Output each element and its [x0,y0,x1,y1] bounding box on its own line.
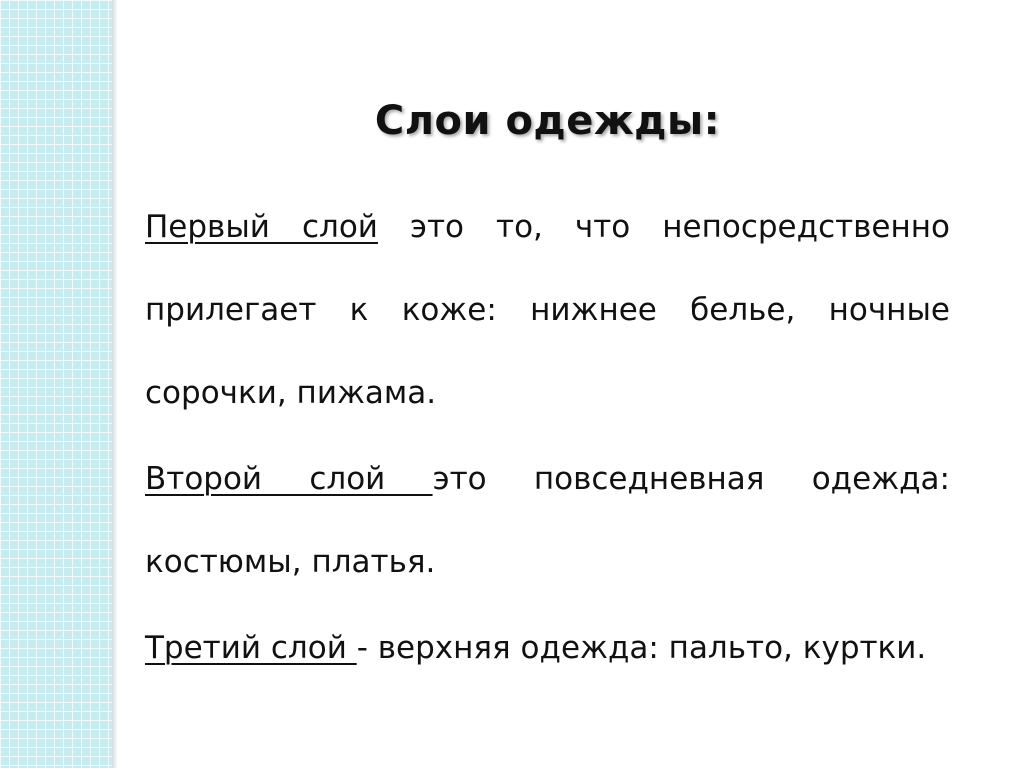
slide-title: Слои одежды: [374,98,721,144]
term-first-layer: Первый слой [145,209,378,245]
paragraph-third-layer [145,607,950,690]
paragraph-first-layer [145,186,950,435]
text-third-layer: - верхняя одежда: пальто, куртки. [356,630,927,666]
term-third-layer: Третий слой [145,630,357,666]
paragraph-second-layer [145,438,950,604]
term-second-layer: Второй слой [145,461,433,497]
strip-shadow [112,0,118,768]
text-second-layer: это повседневная одежда: костюмы, платья. [145,461,950,580]
decorative-grid-strip [0,0,112,768]
slide-body [145,186,950,693]
text-first-layer: это то, что непосредственно прилегает к коже: нижнее белье, ночные сорочки, пижама. [145,209,951,411]
